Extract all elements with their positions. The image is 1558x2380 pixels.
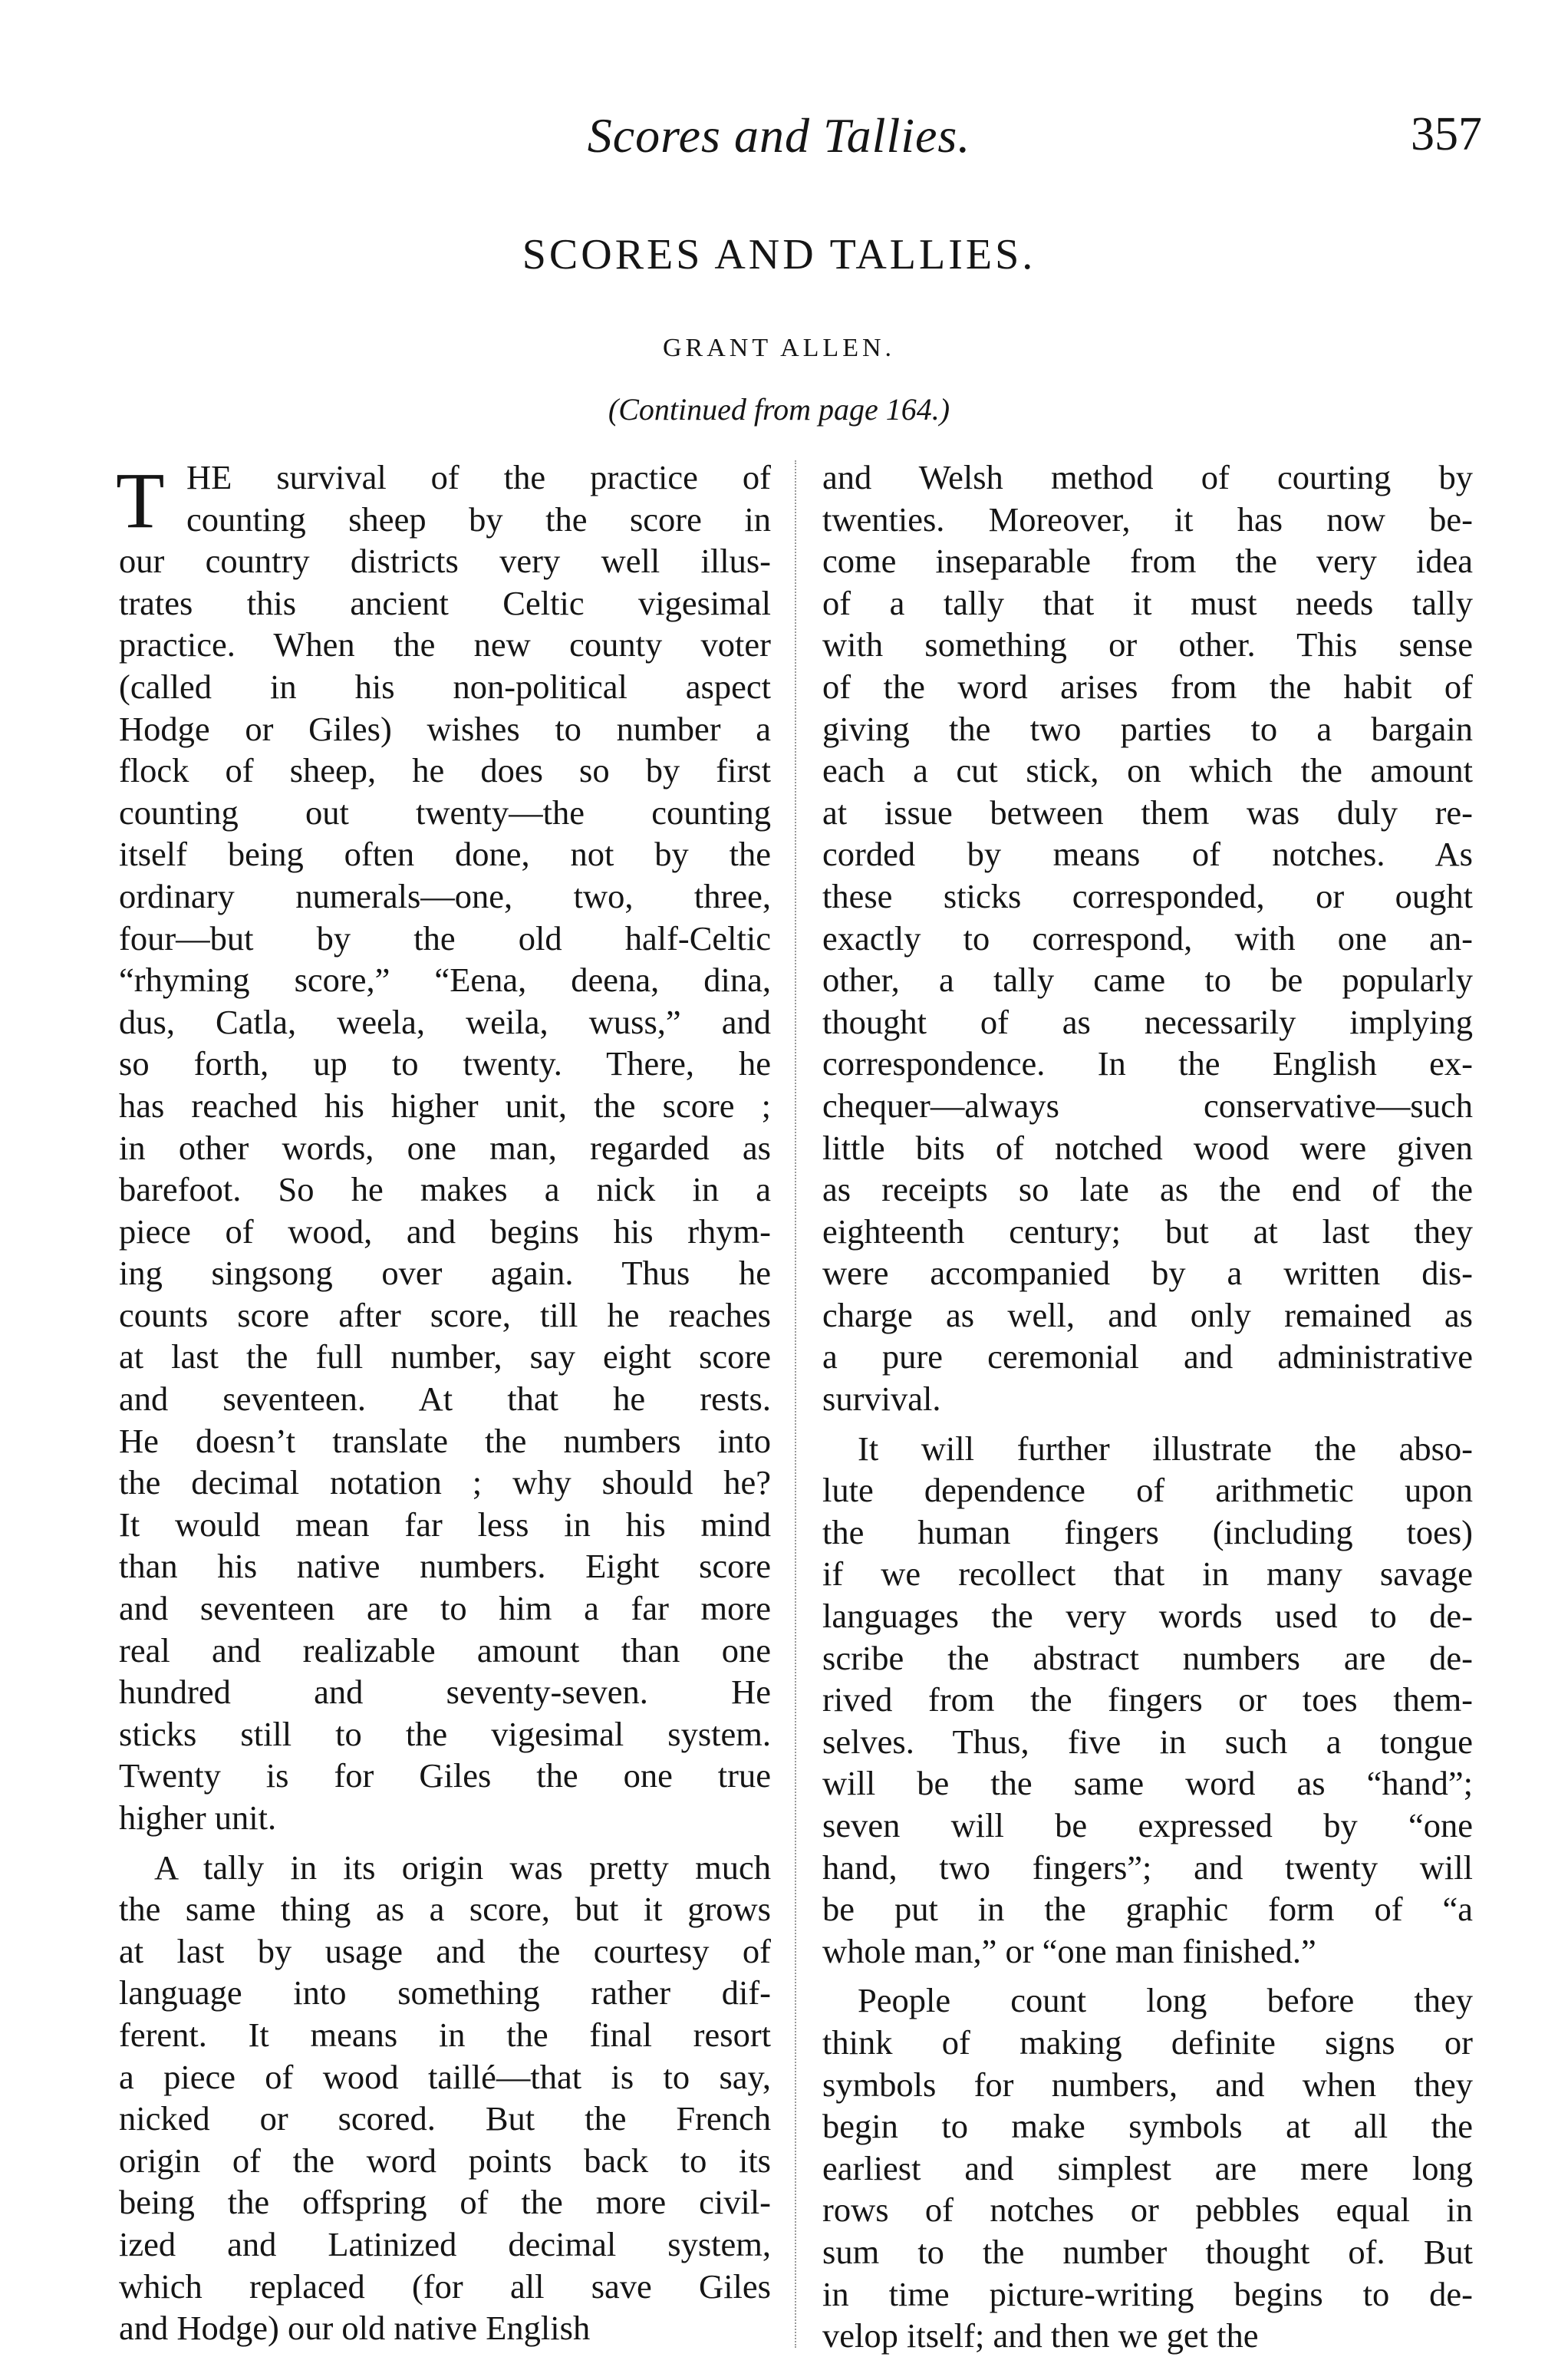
paragraph [119, 1847, 771, 2349]
text-line: ferent. It means in the final resort [119, 2015, 771, 2054]
text-line: counting out twenty—the counting [119, 793, 771, 832]
text-line: has reached his higher unit, the score ; [119, 1086, 771, 1125]
text-line: barefoot. So he makes a nick in a [119, 1170, 771, 1209]
text-line: languages the very words used to de- [822, 1597, 1473, 1636]
author-byline: GRANT ALLEN. [662, 334, 896, 362]
text-line: little bits of notched wood were given [822, 1128, 1473, 1167]
text-line: higher unit. [119, 1798, 277, 1837]
text-line: sticks still to the vigesimal system. [119, 1714, 771, 1753]
text-line: ordinary numerals—one, two, three, [119, 876, 771, 915]
text-line: language into something rather dif- [119, 1973, 771, 2012]
text-line: giving the two parties to a bargain [822, 709, 1473, 748]
text-line: of a tally that it must needs tally [822, 583, 1473, 622]
text-line: being the offspring of the more civil- [119, 2183, 771, 2222]
text-line: which replaced (for all save Giles [119, 2266, 771, 2306]
text-line: a pure ceremonial and administrative [822, 1337, 1473, 1376]
text-line: twenties. Moreover, it has now be- [822, 499, 1473, 539]
text-line: of the word arises from the habit of [822, 667, 1473, 706]
paragraph [822, 457, 1473, 1420]
text-line: origin of the word points back to its [119, 2141, 771, 2180]
text-line: with something or other. This sense [822, 625, 1473, 664]
text-line: chequer—always conservative—such [822, 1086, 1473, 1125]
text-line: seven will be expressed by “one [822, 1806, 1473, 1844]
text-line: It would mean far less in his mind [119, 1505, 771, 1544]
text-line: velop itself; and then we get the [822, 2316, 1259, 2355]
text-line: flock of sheep, he does so by first [119, 751, 771, 790]
text-line: hand, two fingers”; and twenty will [822, 1848, 1473, 1887]
text-line: at last the full number, say eight score [119, 1337, 771, 1376]
text-line: nicked or scored. But the French [119, 2099, 771, 2138]
text-line: a piece of wood taillé—that is to say, [119, 2057, 771, 2096]
text-line: eighteenth century; but at last they [822, 1211, 1473, 1251]
text-line: come inseparable from the very idea [822, 542, 1473, 581]
text-line: sum to the number thought of. But [822, 2232, 1473, 2271]
text-line: ing singsong over again. Thus he [119, 1254, 771, 1293]
text-line: hundred and seventy-seven. He [119, 1673, 771, 1712]
text-line: and Welsh method of courting by [822, 458, 1473, 496]
text-line: (called in his non-political aspect [119, 667, 771, 706]
column-divider [795, 460, 796, 2348]
text-line: whole man,” or “one man finished.” [822, 1931, 1316, 1970]
text-line: charge as well, and only remained as [822, 1295, 1473, 1334]
text-line: at last by usage and the courtesy of [119, 1931, 771, 1970]
text-line: begin to make symbols at all the [822, 2107, 1473, 2146]
text-line: the decimal notation ; why should he? [119, 1463, 771, 1502]
text-line: piece of wood, and begins his rhym- [119, 1211, 771, 1251]
text-line: survival. [822, 1380, 941, 1419]
paragraph [119, 457, 771, 1839]
text-line: so forth, up to twenty. There, he [119, 1044, 771, 1083]
text-line: corded by means of notches. As [822, 835, 1473, 874]
text-line: be put in the graphic form of “a [822, 1890, 1473, 1929]
right-column [822, 457, 1473, 2355]
text-line: earliest and simplest are mere long [822, 2148, 1473, 2187]
text-line: were accompanied by a written dis- [822, 1254, 1473, 1293]
text-line: the human fingers (including toes) [822, 1512, 1473, 1551]
text-line: than his native numbers. Eight score [119, 1547, 771, 1586]
running-title: Scores and Tallies. [587, 108, 971, 163]
text-line: counting sheep by the score in [186, 499, 771, 539]
text-line: our country districts very well illus- [119, 542, 771, 581]
text-line: exactly to correspond, with one an- [822, 918, 1473, 958]
text-line: rived from the fingers or toes them- [822, 1680, 1473, 1719]
text-line: It will further illustrate the abso- [858, 1429, 1473, 1468]
paragraph [822, 1428, 1473, 1973]
text-line: at issue between them was duly re- [822, 793, 1473, 832]
text-line: if we recollect that in many savage [822, 1554, 1473, 1594]
text-line: symbols for numbers, and when they [822, 2065, 1473, 2104]
page-number: 357 [1411, 108, 1482, 160]
drop-cap: T [116, 457, 165, 545]
text-line: A tally in its origin was pretty much [154, 1848, 771, 1887]
text-line: each a cut stick, on which the amount [822, 751, 1473, 790]
text-line: HE survival of the practice of [186, 458, 771, 496]
text-line: rows of notches or pebbles equal in [822, 2190, 1473, 2230]
text-line: itself being often done, not by the [119, 835, 771, 874]
text-line: “rhyming score,” “Eena, deena, dina, [119, 961, 771, 1000]
text-line: and Hodge) our old native English [119, 2309, 591, 2348]
text-line: will be the same word as “hand”; [822, 1764, 1473, 1803]
text-line: People count long before they [858, 1981, 1473, 2020]
text-line: dus, Catla, weela, weila, wuss,” and [119, 1002, 771, 1041]
text-line: in time picture-writing begins to de- [822, 2274, 1473, 2313]
article-title: SCORES AND TALLIES. [522, 231, 1036, 279]
text-line: in other words, one man, regarded as [119, 1128, 771, 1167]
text-line: four—but by the old half-Celtic [119, 918, 771, 958]
text-line: other, a tally came to be popularly [822, 961, 1473, 1000]
paragraph [822, 1979, 1473, 2356]
text-line: these sticks corresponded, or ought [822, 876, 1473, 915]
text-line: correspondence. In the English ex- [822, 1044, 1473, 1083]
text-line: Hodge or Giles) wishes to number a [119, 709, 771, 748]
text-line: and seventeen. At that he rests. [119, 1380, 771, 1419]
text-line: Twenty is for Giles the one true [119, 1756, 771, 1795]
text-line: think of making definite signs or [822, 2022, 1473, 2062]
text-line: thought of as necessarily implying [822, 1002, 1473, 1041]
text-line: real and realizable amount than one [119, 1630, 771, 1670]
text-line: lute dependence of arithmetic upon [822, 1471, 1473, 1510]
continued-note: (Continued from page 164.) [608, 392, 950, 427]
text-line: selves. Thus, five in such a tongue [822, 1722, 1473, 1761]
text-line: as receipts so late as the end of the [822, 1170, 1473, 1209]
text-line: trates this ancient Celtic vigesimal [119, 583, 771, 622]
text-line: the same thing as a score, but it grows [119, 1890, 771, 1929]
text-line: He doesn’t translate the numbers into [119, 1421, 771, 1460]
text-line: and seventeen are to him a far more [119, 1589, 771, 1628]
text-line: scribe the abstract numbers are de- [822, 1638, 1473, 1677]
text-line: ized and Latinized decimal system, [119, 2224, 771, 2263]
text-line: practice. When the new county voter [119, 625, 771, 664]
text-line: counts score after score, till he reaches [119, 1295, 771, 1334]
left-column [116, 457, 771, 2352]
